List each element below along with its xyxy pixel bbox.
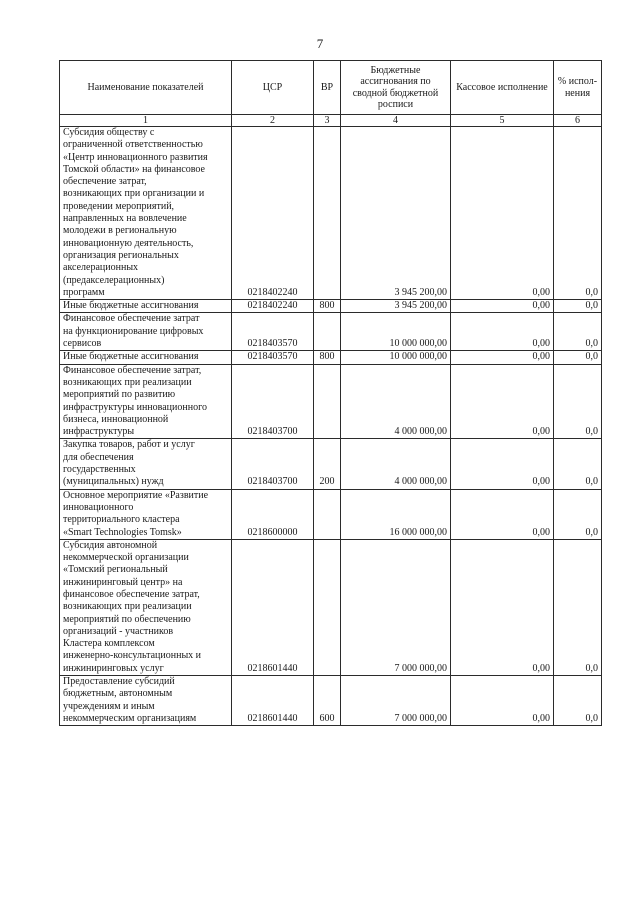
header-budget: Бюджетные ассигнования по сводной бюджетной росписи — [341, 61, 451, 115]
row-pct: 0,0 — [554, 127, 602, 300]
row-cash: 0,00 — [451, 313, 554, 351]
table-header-row — [60, 61, 602, 115]
table-row — [60, 676, 602, 726]
row-name: Субсидия автономной некоммерческой организации «Томский региональный инжиниринговый центр» на финансовое обеспечение затрат, возникающих при реализации мероприятий по обеспечению организаций - участников Кластера комплексом инженерно-консультационных и инжиниринговых услуг — [60, 539, 232, 675]
col-number: 1 — [60, 115, 232, 127]
table-row — [60, 351, 602, 364]
row-name: Закупка товаров, работ и услуг для обеспечения государственных (муниципальных) нужд — [60, 439, 232, 489]
table-row — [60, 127, 602, 300]
row-budget: 10 000 000,00 — [341, 351, 451, 364]
row-name: Предоставление субсидий бюджетным, автономным учреждениям и иным некоммерческим организациям — [60, 676, 232, 726]
row-csr: 0218601440 — [232, 539, 314, 675]
row-pct: 0,0 — [554, 300, 602, 313]
row-name: Иные бюджетные ассигнования — [60, 351, 232, 364]
row-budget: 4 000 000,00 — [341, 364, 451, 439]
row-vr — [314, 313, 341, 351]
row-vr: 200 — [314, 439, 341, 489]
row-csr: 0218601440 — [232, 676, 314, 726]
row-budget: 7 000 000,00 — [341, 676, 451, 726]
table-row — [60, 313, 602, 351]
row-cash: 0,00 — [451, 300, 554, 313]
column-number-row — [60, 115, 602, 127]
row-budget: 3 945 200,00 — [341, 300, 451, 313]
row-csr: 0218402240 — [232, 300, 314, 313]
row-budget: 10 000 000,00 — [341, 313, 451, 351]
row-csr: 0218403700 — [232, 364, 314, 439]
row-name: Основное мероприятие «Развитие инновационного территориального кластера «Smart Technologies Tomsk» — [60, 489, 232, 539]
col-number: 2 — [232, 115, 314, 127]
table-row — [60, 439, 602, 489]
row-cash: 0,00 — [451, 351, 554, 364]
row-pct: 0,0 — [554, 351, 602, 364]
row-vr — [314, 489, 341, 539]
row-name: Иные бюджетные ассигнования — [60, 300, 232, 313]
row-name: Субсидия обществу с ограниченной ответственностью «Центр инновационного развития Томской области» на финансовое обеспечение затрат, возникающих при организации и проведении мероприятий, направленных на вовлечение молодежи в региональную инновационную деятельность, организация региональных акселерационных (предакселерационных) программ — [60, 127, 232, 300]
row-budget: 16 000 000,00 — [341, 489, 451, 539]
row-budget: 3 945 200,00 — [341, 127, 451, 300]
header-cash: Кассовое исполнение — [451, 61, 554, 115]
row-cash: 0,00 — [451, 676, 554, 726]
table-row — [60, 300, 602, 313]
row-pct: 0,0 — [554, 539, 602, 675]
row-cash: 0,00 — [451, 539, 554, 675]
row-pct: 0,0 — [554, 364, 602, 439]
header-csr: ЦСР — [232, 61, 314, 115]
row-vr: 600 — [314, 676, 341, 726]
row-pct: 0,0 — [554, 313, 602, 351]
page-number: 7 — [316, 36, 324, 51]
col-number: 5 — [451, 115, 554, 127]
header-pct: % испол-нения — [554, 61, 602, 115]
row-pct: 0,0 — [554, 489, 602, 539]
row-cash: 0,00 — [451, 489, 554, 539]
col-number: 6 — [554, 115, 602, 127]
row-budget: 7 000 000,00 — [341, 539, 451, 675]
row-csr: 0218403570 — [232, 351, 314, 364]
row-name: Финансовое обеспечение затрат, возникающих при реализации мероприятий по развитию инфраструктуры инновационного бизнеса, инновационной инфраструктуры — [60, 364, 232, 439]
row-cash: 0,00 — [451, 439, 554, 489]
row-name: Финансовое обеспечение затрат на функционирование цифровых сервисов — [60, 313, 232, 351]
row-csr: 0218600000 — [232, 489, 314, 539]
header-vr: ВР — [314, 61, 341, 115]
col-number: 4 — [341, 115, 451, 127]
row-vr — [314, 364, 341, 439]
row-vr: 800 — [314, 351, 341, 364]
row-csr: 0218402240 — [232, 127, 314, 300]
table-row — [60, 539, 602, 675]
row-pct: 0,0 — [554, 439, 602, 489]
row-csr: 0218403570 — [232, 313, 314, 351]
table-row — [60, 489, 602, 539]
header-name: Наименование показателей — [60, 61, 232, 115]
row-budget: 4 000 000,00 — [341, 439, 451, 489]
row-cash: 0,00 — [451, 364, 554, 439]
table-body — [60, 127, 602, 726]
row-vr: 800 — [314, 300, 341, 313]
row-cash: 0,00 — [451, 127, 554, 300]
col-number: 3 — [314, 115, 341, 127]
budget-execution-table — [59, 60, 602, 726]
row-csr: 0218403700 — [232, 439, 314, 489]
row-vr — [314, 539, 341, 675]
row-pct: 0,0 — [554, 676, 602, 726]
row-vr — [314, 127, 341, 300]
table-row — [60, 364, 602, 439]
